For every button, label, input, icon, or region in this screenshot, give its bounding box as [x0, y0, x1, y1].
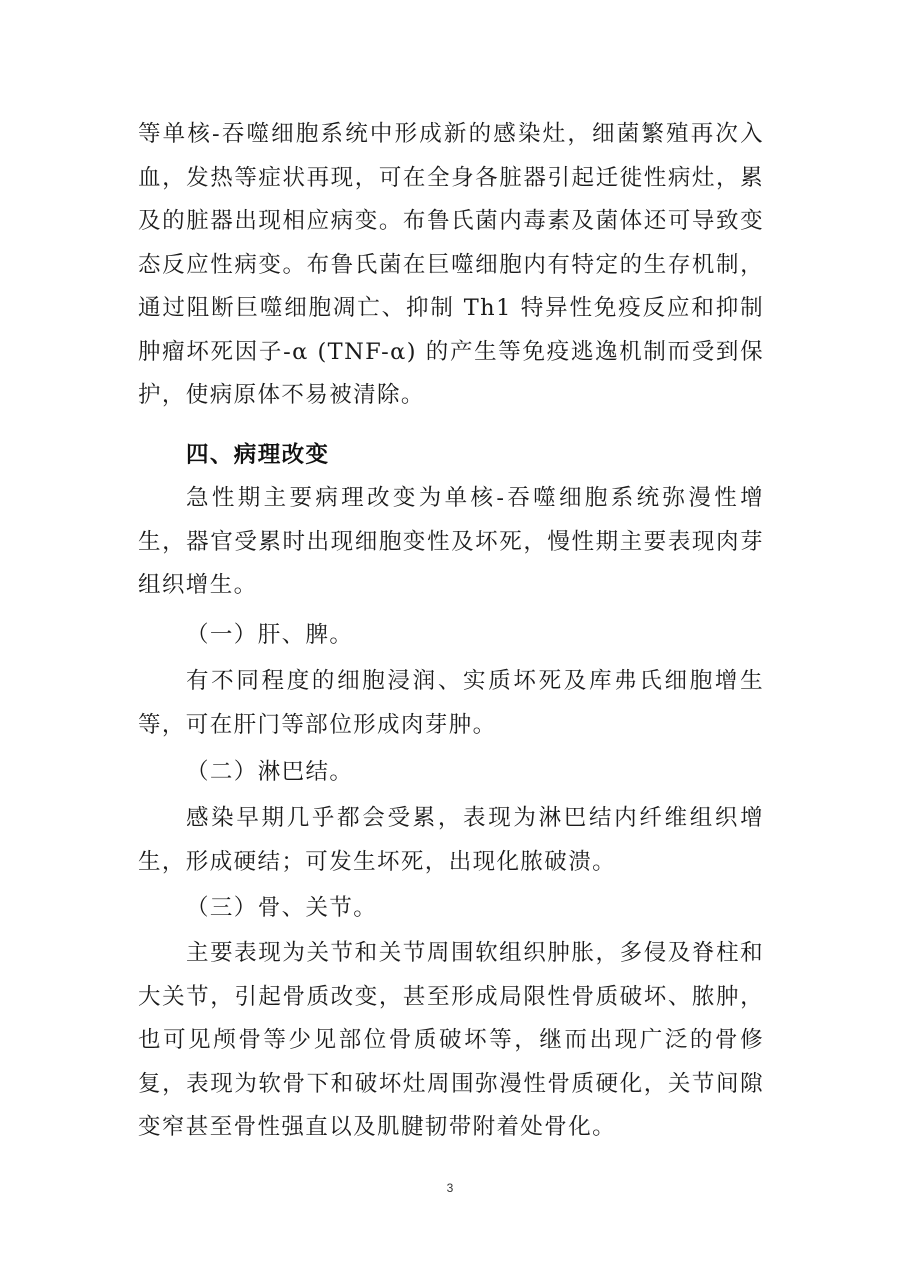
paragraph-infection-mechanism: 等单核-吞噬细胞系统中形成新的感染灶，细菌繁殖再次入血，发热等症状再现，可在全身各脏器引起迁徙性病灶，累及的脏器出现相应病变。布鲁氏菌内毒素及菌体还可导致变态反应性病变。布鲁氏菌在巨噬细胞内有特定的生存机制，通过阻断巨噬细胞凋亡、抑制 Th1 特异性免疫反应和抑制肿瘤坏死因子-α (TNF-α) 的产生等免疫逃逸机制而受到保护，使病原体不易被清除。: [138, 121, 764, 408]
subheading-lymph-nodes: （二）淋巴结。: [186, 759, 354, 785]
section-heading-pathology: 四、病理改变: [186, 442, 330, 468]
page-number: 3: [446, 1181, 454, 1195]
subheading-bone-joint: （三）骨、关节。: [186, 895, 378, 921]
paragraph-pathology-overview: 急性期主要病理改变为单核-吞噬细胞系统弥漫性增生，器官受累时出现细胞变性及坏死，慢性期主要表现肉芽组织增生。: [138, 485, 764, 598]
paragraph-lymph-nodes: 感染早期几乎都会受累，表现为淋巴结内纤维组织增生，形成硬结；可发生坏死，出现化脓破溃。: [138, 805, 764, 875]
paragraph-bone-joint: 主要表现为关节和关节周围软组织肿胀，多侵及脊柱和大关节，引起骨质改变，甚至形成局限性骨质破坏、脓肿，也可见颅骨等少见部位骨质破坏等，继而出现广泛的骨修复，表现为软骨下和破坏灶周围弥漫性骨质硬化，关节间隙变窄甚至骨性强直以及肌腱韧带附着处骨化。: [138, 940, 764, 1140]
paragraph-liver-spleen: 有不同程度的细胞浸润、实质坏死及库弗氏细胞增生等，可在肝门等部位形成肉芽肿。: [138, 668, 764, 738]
subheading-liver-spleen: （一）肝、脾。: [186, 622, 354, 648]
